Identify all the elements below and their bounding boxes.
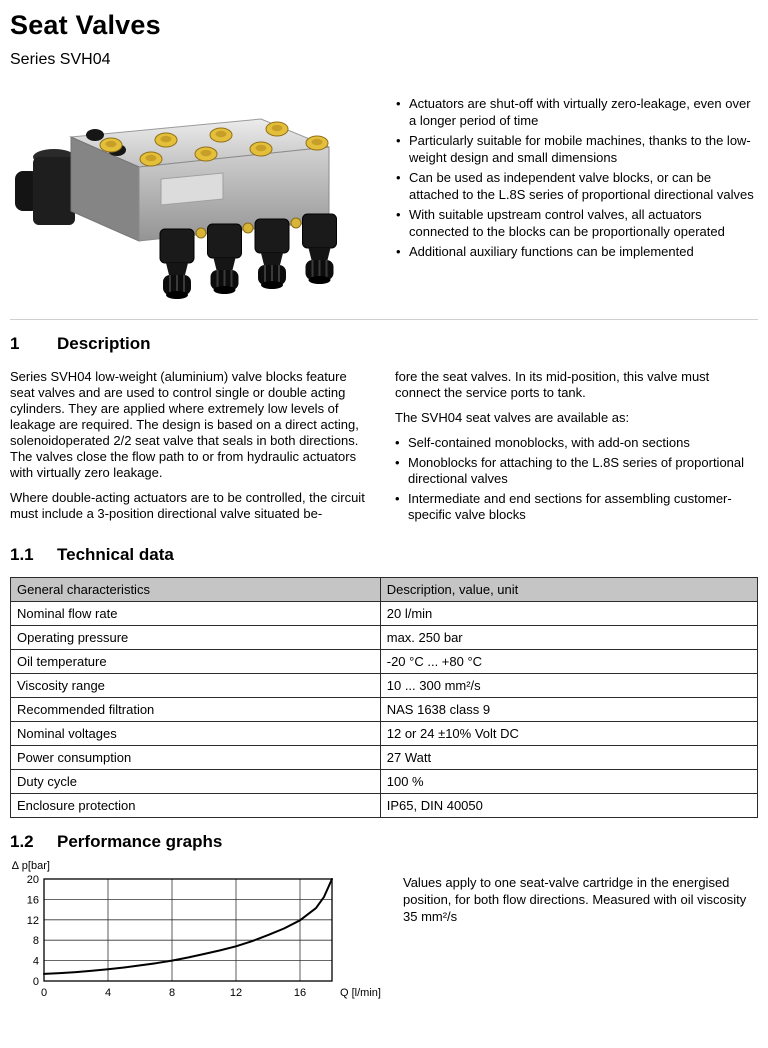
availability-text: Intermediate and end sections for assembling customer-specific valve blocks	[408, 491, 732, 522]
row-value: 20 l/min	[380, 602, 757, 626]
performance-chart	[10, 873, 395, 1001]
bullet-icon	[395, 455, 408, 487]
availability-text: Monoblocks for attaching to the L.8S series of proportional directional valves	[408, 455, 745, 486]
bullet-icon	[395, 491, 408, 523]
table-header-characteristics: General characteristics	[11, 578, 381, 602]
section-title: Description	[57, 334, 151, 353]
section-title: Technical data	[57, 545, 174, 564]
availability-item	[395, 455, 758, 487]
feature-text: Actuators are shut-off with virtually zero-leakage, even over a longer period of time	[409, 96, 751, 128]
description-heading	[10, 334, 758, 354]
svg-text:12: 12	[26, 914, 39, 927]
performance-note: Values apply to one seat-valve cartridge in the energised position, for both flow directions. Measured with oil viscosity 35 mm²/s	[403, 875, 747, 924]
feature-item	[396, 243, 758, 260]
row-label: Oil temperature	[11, 650, 381, 674]
row-value: -20 °C ... +80 °C	[380, 650, 757, 674]
page-subtitle: Series SVH04	[10, 51, 111, 68]
svg-text:16: 16	[293, 987, 307, 999]
svg-text:8: 8	[168, 987, 176, 999]
availability-item	[395, 491, 758, 523]
feature-item	[396, 206, 758, 240]
svg-text:0: 0	[32, 976, 39, 988]
table-header-value: Description, value, unit	[380, 578, 757, 602]
performance-chart-box	[10, 860, 395, 1001]
bullet-icon	[396, 169, 409, 203]
row-value: 100 %	[380, 770, 757, 794]
svg-text:0: 0	[40, 987, 48, 999]
svg-text:8: 8	[32, 935, 39, 948]
product-photo	[10, 87, 392, 305]
row-label: Viscosity range	[11, 674, 381, 698]
row-value: NAS 1638 class 9	[380, 698, 757, 722]
feature-text: Additional auxiliary functions can be implemented	[409, 244, 694, 259]
row-value: 10 ... 300 mm²/s	[380, 674, 757, 698]
row-label: Operating pressure	[11, 626, 381, 650]
description-column-left	[10, 369, 373, 531]
bullet-icon	[396, 243, 409, 260]
valve-block-illustration	[10, 87, 392, 305]
row-label: Nominal voltages	[11, 722, 381, 746]
table-row	[11, 650, 758, 674]
table-row	[11, 626, 758, 650]
svg-text:12: 12	[229, 987, 243, 999]
table-row	[11, 602, 758, 626]
section-number: 1.2	[10, 832, 34, 851]
feature-list	[392, 87, 758, 305]
row-value: IP65, DIN 40050	[380, 794, 757, 818]
bullet-icon	[395, 435, 408, 451]
paragraph: fore the seat valves. In its mid-position, this valve must connect the service ports to tank.	[395, 369, 710, 400]
section-number: 1	[10, 334, 20, 353]
row-value: 12 or 24 ±10% Volt DC	[380, 722, 757, 746]
row-value: max. 250 bar	[380, 626, 757, 650]
feature-text: Particularly suitable for mobile machines, thanks to the low-weight design and small dimensions	[409, 133, 751, 165]
feature-text: Can be used as independent valve blocks, or can be attached to the L.8S series of proportional directional valves	[409, 170, 754, 202]
row-label: Recommended filtration	[11, 698, 381, 722]
technical-data-table	[10, 577, 758, 818]
paragraph: Where double-acting actuators are to be controlled, the circuit must include a 3-position directional valve situated be-	[10, 490, 365, 521]
table-row	[11, 746, 758, 770]
bullet-icon	[396, 95, 409, 129]
table-row	[11, 770, 758, 794]
bullet-icon	[396, 132, 409, 166]
feature-item	[396, 132, 758, 166]
row-label: Power consumption	[11, 746, 381, 770]
row-label: Enclosure protection	[11, 794, 381, 818]
svg-text:4: 4	[104, 987, 112, 999]
section-divider	[10, 319, 758, 320]
technical-data-heading	[10, 545, 758, 565]
table-row	[11, 794, 758, 818]
table-row	[11, 722, 758, 746]
paragraph: Series SVH04 low-weight (aluminium) valve blocks feature seat valves and are used to control single or double acting cylinders. They are applied where extremely low levels of leakage are required. The design is based on a direct acting, solenoidoperated 2/2 seat valve that seals in both directions. The valves close the flow path to or from hydraulic actuators with virtually zero leakage.	[10, 369, 359, 480]
svg-text:20: 20	[26, 874, 39, 886]
row-label: Duty cycle	[11, 770, 381, 794]
chart-y-axis-label: ∆ p[bar]	[12, 860, 50, 872]
row-value: 27 Watt	[380, 746, 757, 770]
performance-heading	[10, 832, 758, 852]
description-columns	[10, 369, 758, 531]
svg-text:Q [l/min]: Q [l/min]	[340, 987, 381, 999]
availability-text: Self-contained monoblocks, with add-on sections	[408, 435, 690, 450]
table-row	[11, 698, 758, 722]
section-number: 1.1	[10, 545, 34, 564]
feature-item	[396, 95, 758, 129]
description-column-right	[395, 369, 758, 531]
svg-text:4: 4	[32, 955, 39, 968]
section-title: Performance graphs	[57, 832, 223, 851]
table-header-row	[11, 578, 758, 602]
feature-text: With suitable upstream control valves, all actuators connected to the blocks can be proportionally operated	[409, 207, 725, 239]
hero-section	[10, 87, 758, 305]
row-label: Nominal flow rate	[11, 602, 381, 626]
bullet-icon	[396, 206, 409, 240]
page-title: Seat Valves	[10, 10, 161, 40]
availability-item	[395, 435, 758, 451]
svg-text:16: 16	[26, 894, 39, 907]
feature-item	[396, 169, 758, 203]
paragraph: The SVH04 seat valves are available as:	[395, 410, 630, 425]
performance-section	[10, 860, 758, 1001]
table-row	[11, 674, 758, 698]
